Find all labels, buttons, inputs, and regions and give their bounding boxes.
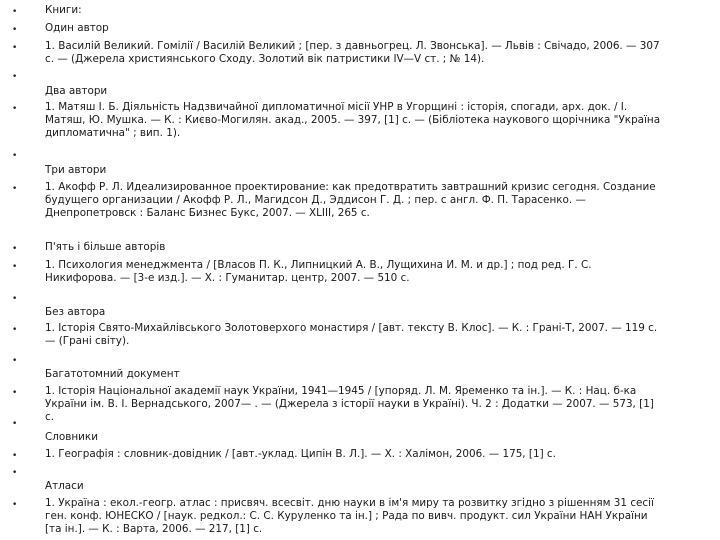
atlases-entry: 1. Україна : екол.-геогр. атлас : присвяч. всесвіт. дню науки в ім'я миру та розвитку згідно з рішенням 31 сесії ген. конф. ЮНЕСКО / [наук. редкол.: С. С. Куруленко та ін.] ; Рада по вивч. продукт. сил України НАН України [та ін.]. — К. : Варта, 2006. — 217, [1] с. <box>45 497 654 535</box>
bullet: • <box>12 451 18 461</box>
multivolume-heading: Багатотомний документ <box>45 368 180 380</box>
dictionaries-entry: 1. Географія : словник-довідник / [авт.-уклад. Ципін В. Л.]. — Х. : Халімон, 2006. — 175, [1] с. <box>45 448 556 460</box>
bullet: • <box>12 419 18 429</box>
bullet: • <box>12 500 18 510</box>
three-authors-heading: Три автори <box>45 164 107 176</box>
more-authors-heading: П'ять і більше авторів <box>45 241 166 253</box>
bullet: • <box>12 262 18 272</box>
one-author-heading: Один автор <box>45 22 109 34</box>
bullet: • <box>12 151 18 161</box>
bullet: • <box>12 388 18 398</box>
bullet: • <box>12 356 18 366</box>
bullet: • <box>12 244 18 254</box>
bullet: • <box>12 104 18 114</box>
bullet: • <box>12 294 18 304</box>
two-authors-entry: 1. Матяш І. Б. Діяльність Надзвичайної дипломатичної місії УНР в Угорщині : історія, спогади, арх. док. / І. Матяш, Ю. Мушка. — К. : Києво-Могилян. акад., 2005. — 397, [1] с. — (Бібліотека наукового щорічника "Україна дипломатична" ; вип. 1). <box>45 101 661 139</box>
books-heading: Книги: <box>45 4 82 16</box>
bullet: • <box>12 184 18 194</box>
bullet: • <box>12 72 18 82</box>
no-author-heading: Без автора <box>45 306 106 318</box>
dictionaries-heading: Словники <box>45 431 98 443</box>
bullet: • <box>12 25 18 35</box>
bullet: • <box>12 325 18 335</box>
two-authors-heading: Два автори <box>45 85 108 97</box>
three-authors-entry: 1. Акофф Р. Л. Идеализированное проектирование: как предотвратить завтрашний кризис сегодня. Создание будущего организации / Акофф Р. Л., Магидсон Д., Эддисон Г. Д. ; пер. с англ. Ф. П. Тарасенко. — Днепропетровск : Баланс Бизнес Букс, 2007. — XLIII, 265 с. <box>45 181 656 219</box>
no-author-entry: 1. Історія Свято-Михайлівського Золотоверхого монастиря / [авт. тексту В. Клос]. — К. : Грані-Т, 2007. — 119 с. — (Грані світу). <box>45 322 658 347</box>
one-author-entry: 1. Василій Великий. Гомілії / Василій Великий ; [пер. з давньогрец. Л. Звонська]. — Львів : Свічадо, 2006. — 307 с. — (Джерела християнського Сходу. Золотий вік патристики IV—V ст. ; № 14). <box>45 40 660 65</box>
bullet: • <box>12 468 18 478</box>
more-authors-entry: 1. Психология менеджмента / [Власов П. К., Липницкий А. В., Лущихина И. М. и др.] ; под ред. Г. С. Никифорова. — [3-е изд.]. — Х. : Гуманитар. центр, 2007. — 510 с. <box>45 259 592 284</box>
atlases-heading: Атласи <box>45 480 84 492</box>
bullet: • <box>12 7 18 17</box>
multivolume-entry: 1. Історія Національної академії наук України, 1941—1945 / [упоряд. Л. М. Яременко та ін.]. — К. : Нац. б-ка України ім. В. І. Вернадського, 2007— . — (Джерела з історії науки в Україні). Ч. 2 : Додатки — 2007. — 573, [1] с. <box>45 385 654 423</box>
bullet: • <box>12 43 18 53</box>
